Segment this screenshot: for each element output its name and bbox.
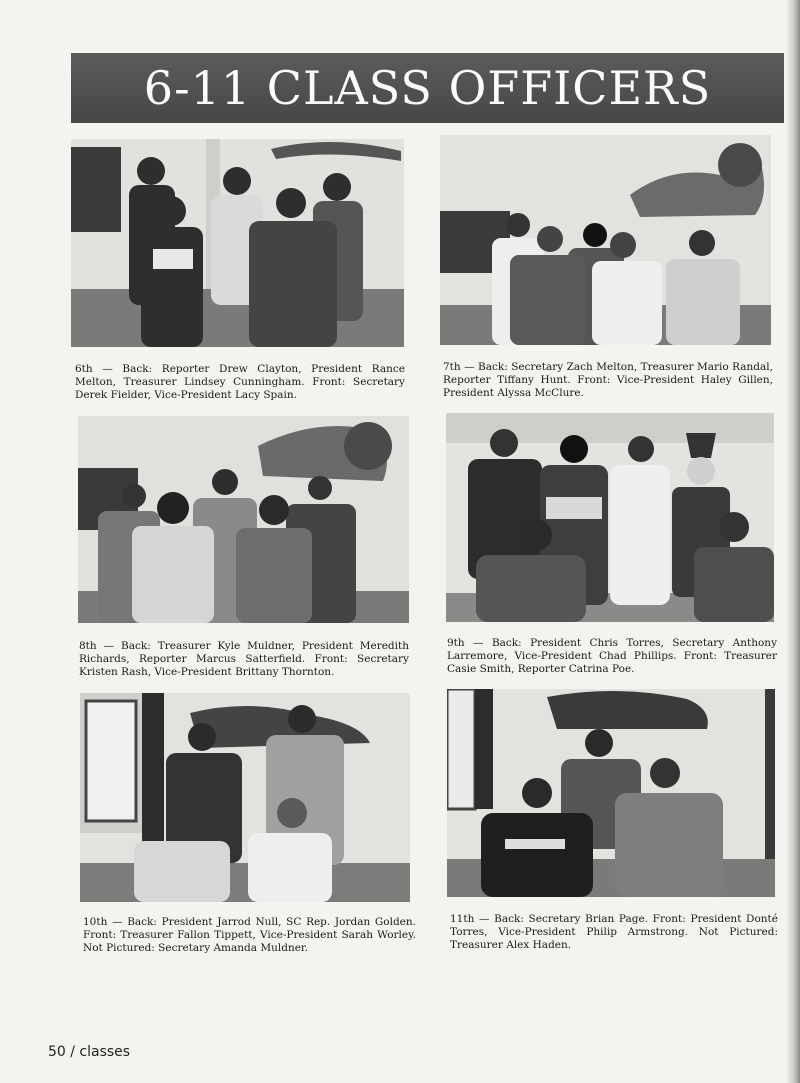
class-photo-8th xyxy=(78,416,409,623)
caption-9th: 9th — Back: President Chris Torres, Secretary Anthony Larremore, Vice-President Chad Phillips. Front: Treasurer Casie Smith, Reporter Catrina Poe. xyxy=(447,637,777,676)
caption-8th: 8th — Back: Treasurer Kyle Muldner, President Meredith Richards, Reporter Marcus Satterfield. Front: Secretary Kristen Rash, Vice-President Brittany Thornton. xyxy=(79,640,409,679)
class-photo-6th xyxy=(71,139,404,347)
class-photo-11th xyxy=(447,689,775,897)
caption-11th: 11th — Back: Secretary Brian Page. Front: President Donté Torres, Vice-President Philip Armstrong. Not Pictured: Treasurer Alex Haden. xyxy=(450,913,778,952)
title-banner xyxy=(71,53,784,123)
caption-10th: 10th — Back: President Jarrod Null, SC Rep. Jordan Golden. Front: Treasurer Fallon Tippett, Vice-President Sarah Worley. Not Pictured: Secretary Amanda Muldner. xyxy=(83,916,416,955)
caption-6th: 6th — Back: Reporter Drew Clayton, President Rance Melton, Treasurer Lindsey Cunningham. Front: Secretary Derek Fielder, Vice-President Lacy Spain. xyxy=(75,363,405,402)
page-title: 6-11 CLASS OFFICERS xyxy=(143,61,712,115)
page-edge xyxy=(786,0,800,1083)
page-footer: 50 / classes xyxy=(48,1044,131,1060)
caption-7th: 7th — Back: Secretary Zach Melton, Treasurer Mario Randal, Reporter Tiffany Hunt. Front: Vice-President Haley Gillen, President Alyssa McClure. xyxy=(443,361,773,400)
class-photo-7th xyxy=(440,135,771,345)
class-photo-10th xyxy=(80,693,410,902)
class-photo-9th xyxy=(446,413,774,622)
